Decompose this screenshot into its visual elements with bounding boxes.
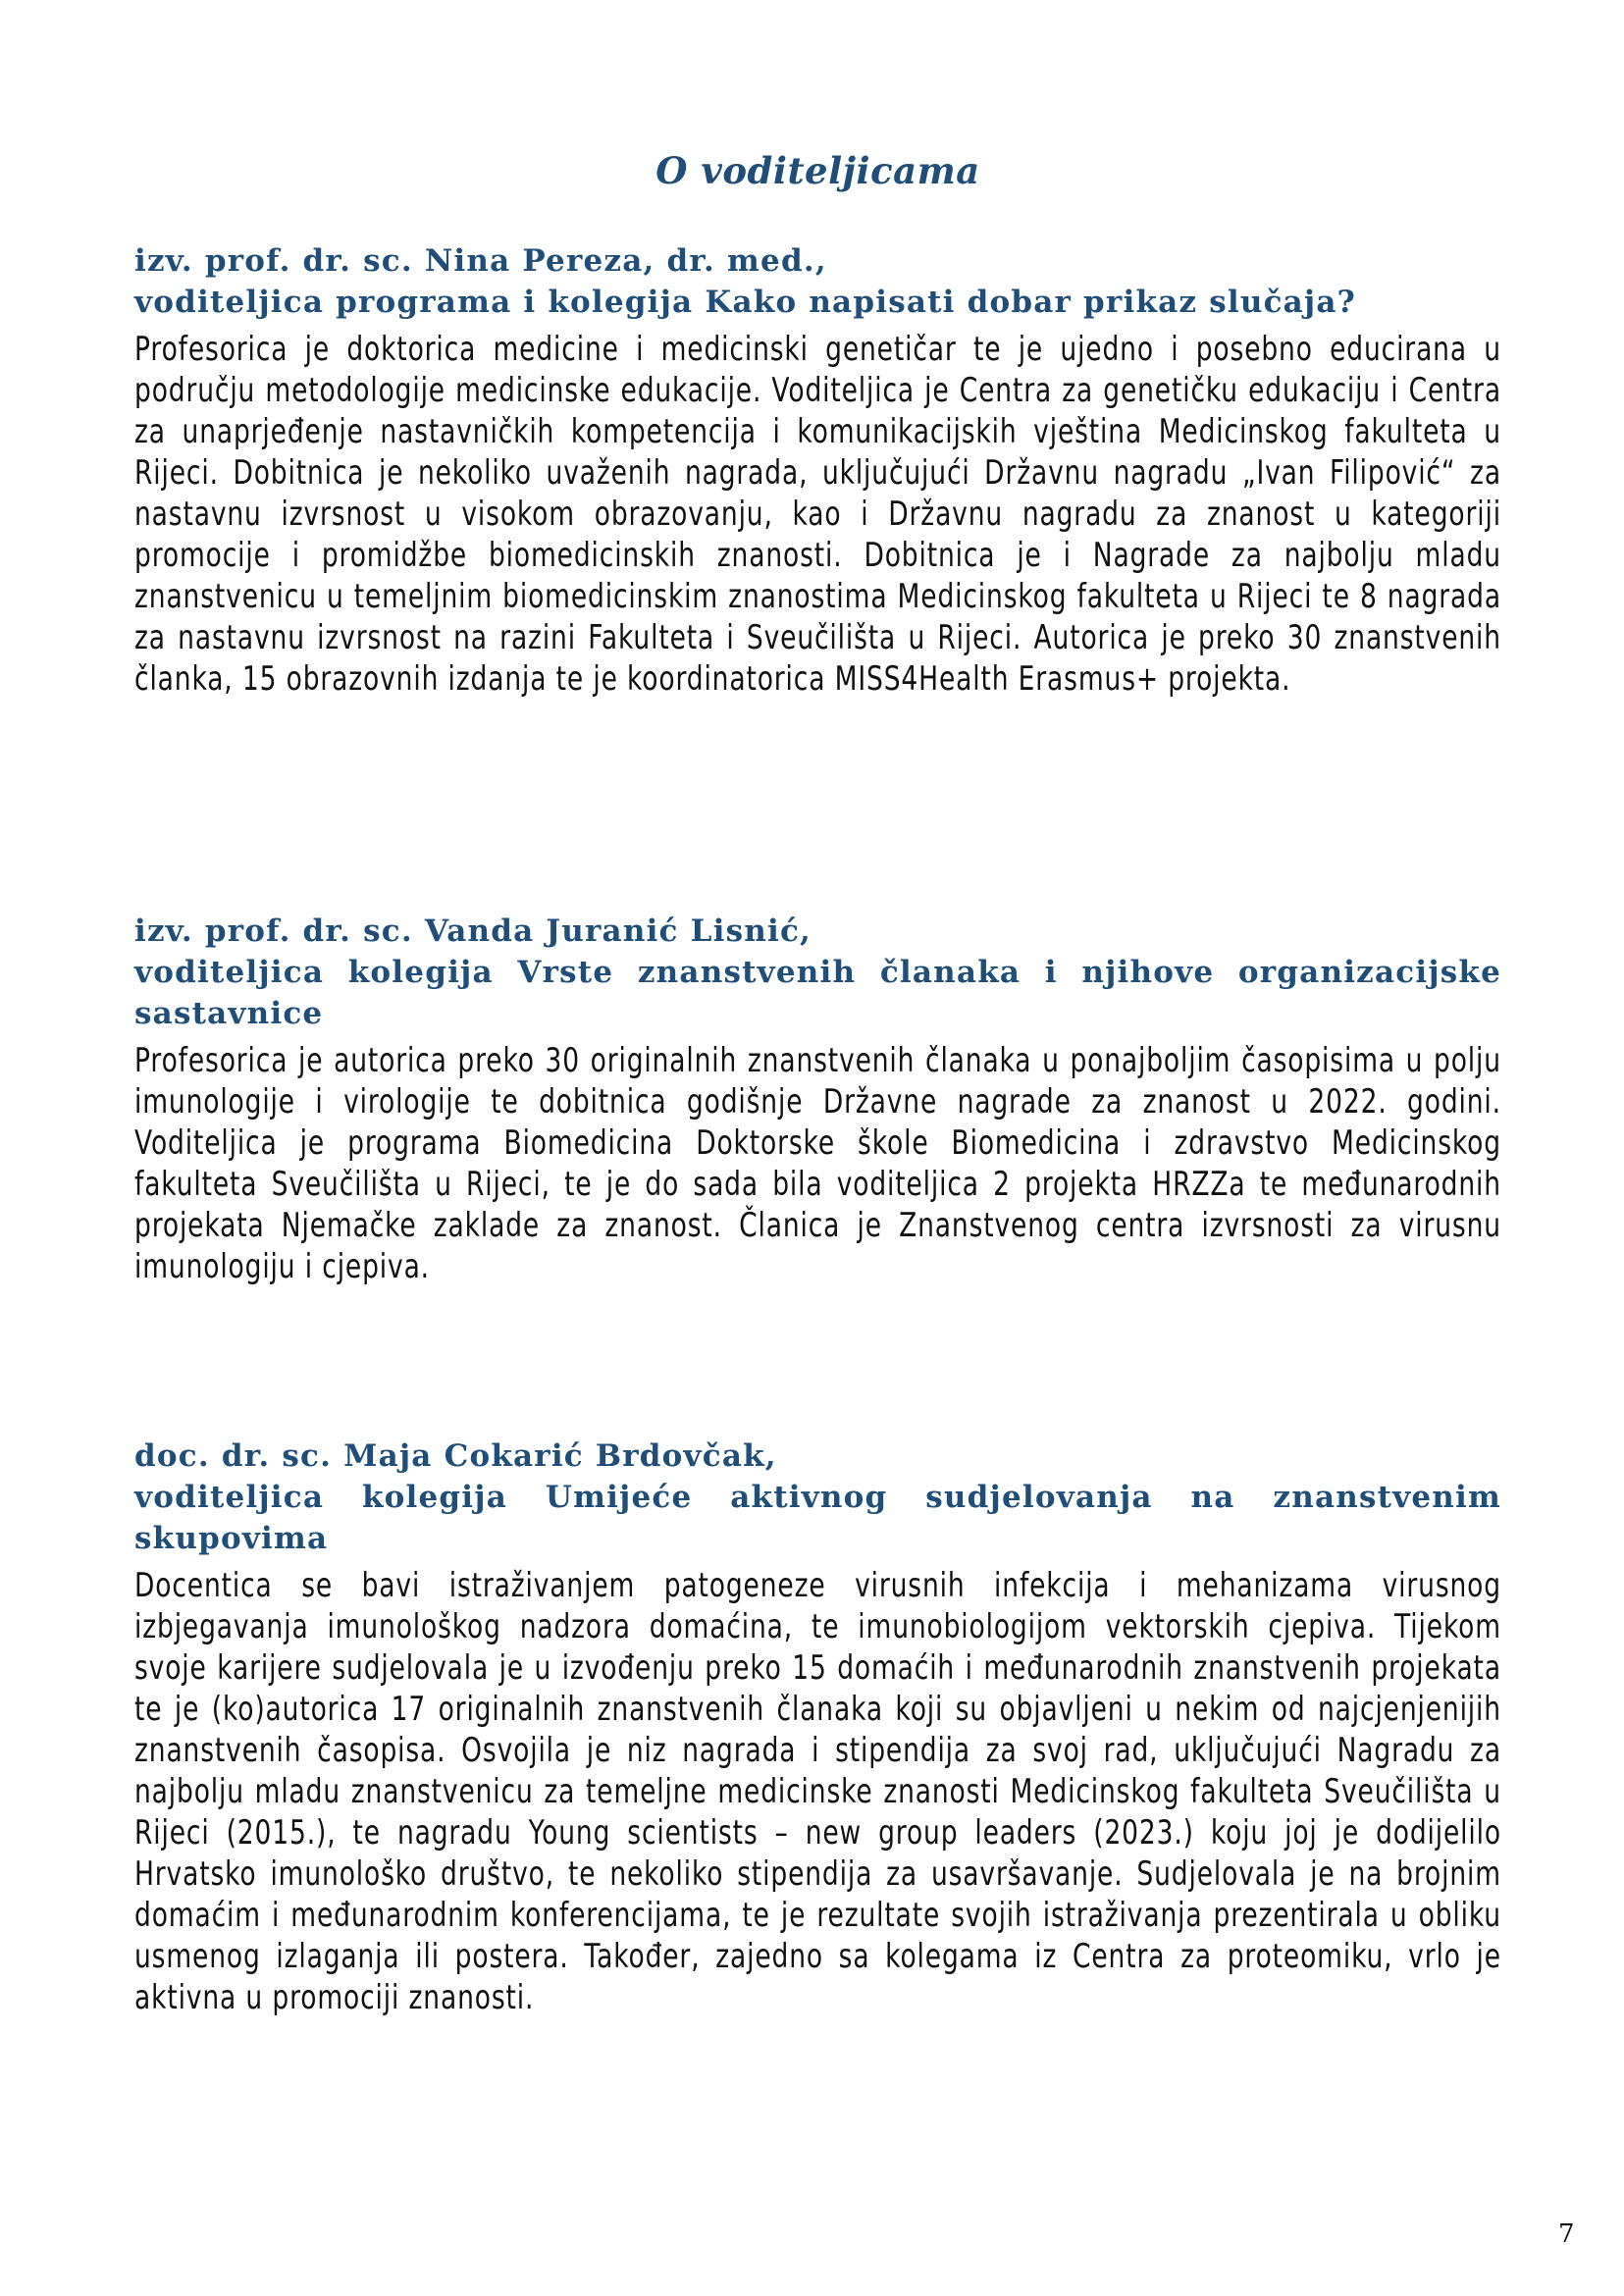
bio-section-cokaric-brdovcak xyxy=(134,1435,1501,2018)
bio-text: Profesorica je doktorica medicine i medicinski genetičar te je ujedno i posebno educirana u području metodologije medicinske edukacije. Voditeljica je Centra za genetičku edukaciju i Centra za unaprjeđenje nastavničkih kompetencija i komunikacijskih vještina Medicinskog fakulteta u Rijeci. Dobitnica je nekoliko uvaženih nagrada, uključujući Državnu nagradu „Ivan Filipović“ za nastavnu izvrsnost u visokom obrazovanju, kao i Državnu nagradu za znanost u kategoriji promocije i promidžbe biomedicinskih znanosti. Dobitnica je i Nagrade za najbolju mladu znanstvenicu u temeljnim biomedicinskim znanostima Medicinskog fakulteta u Rijeci te 8 nagrada za nastavnu izvrsnost na razini Fakulteta i Sveučilišta u Rijeci. Autorica je preko 30 znanstvenih članka, 15 obrazovnih izdanja te je koordinatorica MISS4Health Erasmus+ projekta. xyxy=(134,330,1501,699)
bio-role: voditeljica kolegija Vrste znanstvenih članaka i njihove organizacijske xyxy=(134,955,1501,990)
bio-role: voditeljica programa i kolegija Kako napisati dobar prikaz slučaja? xyxy=(134,285,1357,320)
bio-section-pereza xyxy=(134,240,1501,700)
bio-role-continued: sastavnice xyxy=(134,996,324,1031)
bio-heading xyxy=(134,240,1501,323)
bio-role: voditeljica kolegija Umijeće aktivnog sudjelovanja na znanstvenim xyxy=(134,1480,1501,1515)
page-title: O voditeljicama xyxy=(655,149,980,192)
bio-name: izv. prof. dr. sc. Vanda Juranić Lisnić, xyxy=(134,913,812,949)
bio-text: Profesorica je autorica preko 30 originalnih znanstvenih članaka u ponajboljim časopisima u polju imunologije i virologije te dobitnica godišnje Državne nagrade za znanost u 2022. godini. Voditeljica je programa Biomedicina Doktorske škole Biomedicina i zdravstvo Medicinskog fakulteta Sveučilišta u Rijeci, te je do sada bila voditeljica 2 projekta HRZZa te međunarodnih projekata Njemačke zaklade za znanost. Članica je Znanstvenog centra izvrsnosti za virusnu imunologiju i cjepiva. xyxy=(134,1041,1501,1286)
bio-role-continued: skupovima xyxy=(134,1521,329,1556)
bio-name: izv. prof. dr. sc. Nina Pereza, dr. med., xyxy=(134,243,827,279)
page-number: 7 xyxy=(1558,2219,1575,2249)
bio-name: doc. dr. sc. Maja Cokarić Brdovčak, xyxy=(134,1438,777,1474)
bio-heading xyxy=(134,1435,1501,1559)
bio-heading xyxy=(134,911,1501,1034)
bio-section-juranic-lisnic xyxy=(134,911,1501,1287)
bio-text: Docentica se bavi istraživanjem patogeneze virusnih infekcija i mehanizama virusnog izbjegavanja imunološkog nadzora domaćina, te imunobiologijom vektorskih cjepiva. Tijekom svoje karijere sudjelovala je u izvođenju preko 15 domaćih i međunarodnih znanstvenih projekata te je (ko)autorica 17 originalnih znanstvenih članaka koji su objavljeni u nekim od najcjenjenijih znanstvenih časopisa. Osvojila je niz nagrada i stipendija za svoj rad, uključujući Nagradu za najbolju mladu znanstvenicu za temeljne medicinske znanosti Medicinskog fakulteta Sveučilišta u Rijeci (2015.), te nagradu Young scientists – new group leaders (2023.) koju joj je dodijelilo Hrvatsko imunološko društvo, te nekoliko stipendija za usavršavanje. Sudjelovala je na brojnim domaćim i međunarodnim konferencijama, te je rezultate svojih istraživanja prezentirala u obliku usmenog izlaganja ili postera. Također, zajedno sa kolegama iz Centra za proteomiku, vrlo je aktivna u promociji znanosti. xyxy=(134,1566,1501,2017)
